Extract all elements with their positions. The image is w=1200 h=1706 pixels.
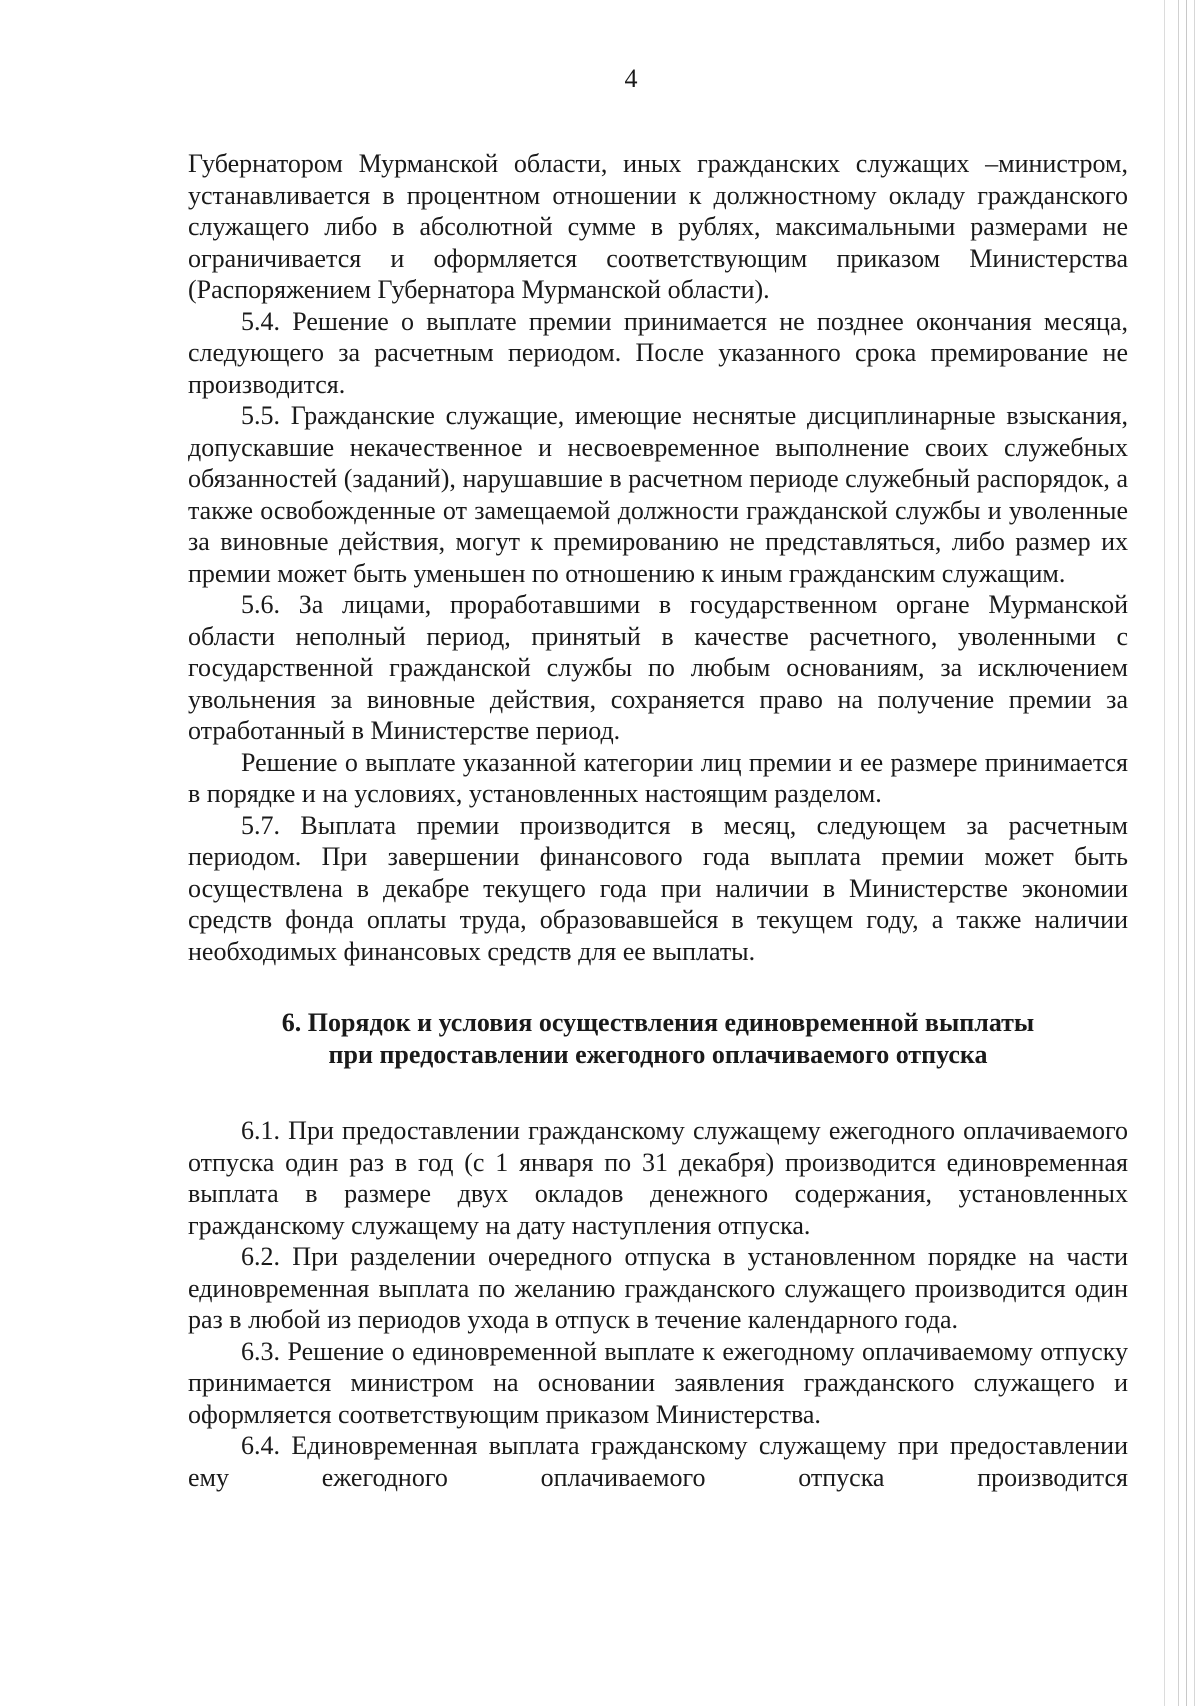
paragraph: 6.4. Единовременная выплата гражданскому служащему при предоставлении ему ежегодного оплачиваемого отпуска производится <box>188 1431 1128 1492</box>
paragraph: 6.3. Решение о единовременной выплате к ежегодному оплачиваемому отпуску принимается министром на основании заявления гражданского служащего и оформляется соответствующим приказом Министерства. <box>188 1336 1128 1429</box>
scan-edge-line <box>1178 0 1179 1706</box>
paragraph: 5.7. Выплата премии производится в месяц, следующем за расчетным периодом. При завершении финансового года выплата премии может быть осуществлена в декабре текущего года при наличии в Министерстве экономии средств фонда оплаты труда, образовавшейся в текущем году, а также наличии необходимых финансовых средств для ее выплаты. <box>188 810 1128 966</box>
paragraph: 6.1. При предоставлении гражданскому служащему ежегодного оплачиваемого отпуска один раз в год (с 1 января по 31 декабря) производится единовременная выплата в размере двух окладов денежного содержания, установленных гражданскому служащему на дату наступления отпуска. <box>188 1116 1128 1240</box>
section-6-body <box>188 1115 1128 1493</box>
section-6-heading-line-1: 6. Порядок и условия осуществления единовременной выплаты <box>281 1008 1035 1037</box>
scan-edge-line <box>1194 0 1195 1706</box>
document-body <box>188 148 1128 1493</box>
section-5-continuation <box>188 148 1128 967</box>
paragraph: 6.2. При разделении очередного отпуска в установленном порядке на части единовременная выплата по желанию гражданского служащего производится один раз в любой из периодов ухода в отпуск в течение календарного года. <box>188 1242 1128 1334</box>
paragraph: 5.6. За лицами, проработавшими в государственном органе Мурманской области неполный период, принятый в качестве расчетного, уволенными с государственной гражданской службы по любым основаниям, за исключением увольнения за виновные действия, сохраняется право на получение премии за отработанный в Министерстве период. <box>188 590 1128 745</box>
paragraph: 5.4. Решение о выплате премии принимается не позднее окончания месяца, следующего за расчетным периодом. После указанного срока премирование не производится. <box>188 306 1128 399</box>
paragraph: 5.5. Гражданские служащие, имеющие неснятые дисциплинарные взыскания, допускавшие некачественное и несвоевременное выполнение своих служебных обязанностей (заданий), нарушавшие в расчетном периоде служебный распорядок, а также освобожденные от замещаемой должности гражданской службы и уволенные за виновные действия, могут к премированию не представляться, либо размер их премии может быть уменьшен по отношению к иным гражданским служащим. <box>188 401 1128 588</box>
page-number: 4 <box>624 64 638 93</box>
paragraph: Губернатором Мурманской области, иных гражданских служащих –министром, устанавливается в процентном отношении к должностному окладу гражданского служащего либо в абсолютной сумме в рублях, максимальными размерами не ограничивается и оформляется соответствующим приказом Министерства (Распоряжением Губернатора Мурманской области). <box>188 149 1128 304</box>
scan-edge-line <box>1186 0 1187 1706</box>
paragraph: Решение о выплате указанной категории лиц премии и ее размере принимается в порядке и на условиях, установленных настоящим разделом. <box>188 747 1128 808</box>
scan-edge-line <box>1164 0 1165 1706</box>
section-6-heading <box>188 1007 1128 1070</box>
section-6-heading-line-2: при предоставлении ежегодного оплачиваемого отпуска <box>328 1039 988 1069</box>
